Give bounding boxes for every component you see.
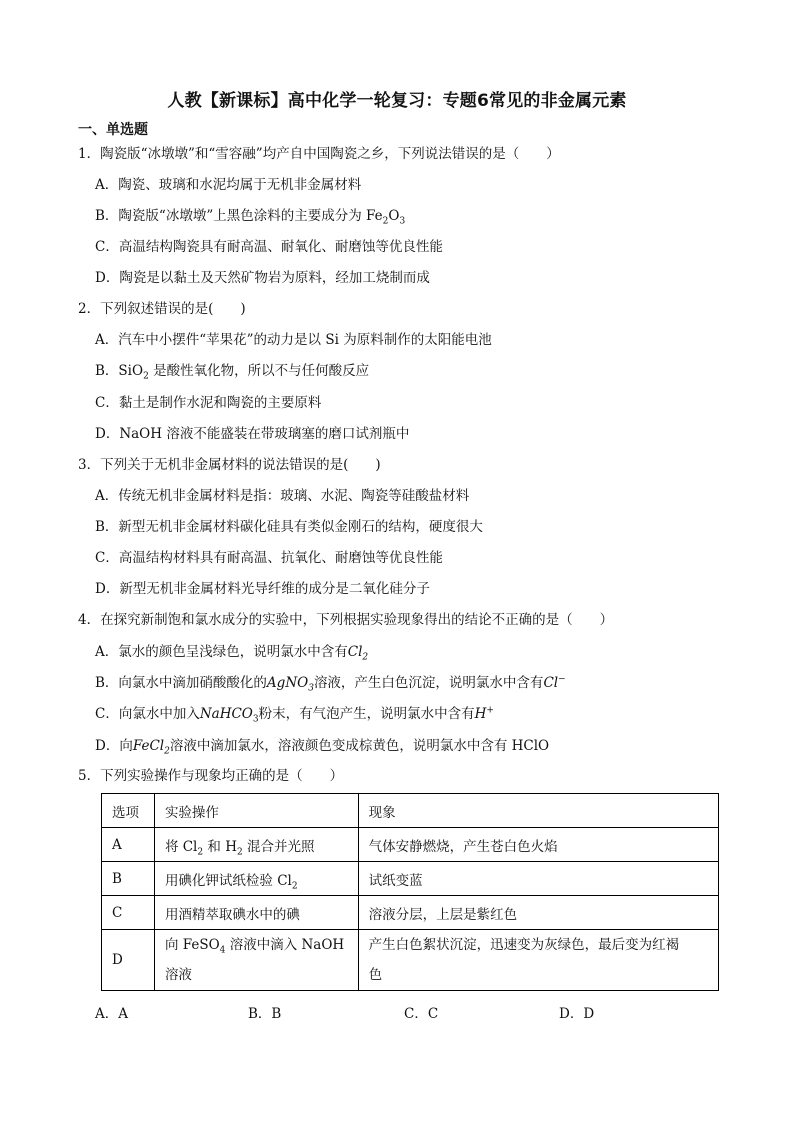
formula: NaHCO	[199, 706, 253, 722]
question-5-option-b[interactable]: B．B	[248, 1006, 282, 1022]
cell-text: 向 FeSO	[164, 937, 220, 953]
table-cell-result: 气体安静燃烧，产生苍白色火焰	[358, 828, 718, 862]
option-text: O	[388, 208, 400, 224]
table-cell-option: C	[102, 896, 155, 930]
table-cell-option: B	[102, 862, 155, 896]
table-row	[102, 930, 719, 991]
question-3-option-c[interactable]: C．高温结构材料具有耐高温、抗氧化、耐磨蚀等优良性能	[95, 550, 443, 566]
question-5-option-d[interactable]: D．D	[559, 1006, 595, 1022]
table-header-row	[102, 794, 719, 828]
cell-text: 用碘化钾试纸检验 Cl	[164, 872, 292, 889]
question-2-option-c[interactable]: C．黏土是制作水泥和陶瓷的主要原料	[95, 395, 322, 411]
question-1-stem: 1．陶瓷版“冰墩墩”和“雪容融”均产自中国陶瓷之乡，下列说法错误的是（ ）	[78, 146, 560, 162]
subscript: 2	[362, 652, 369, 663]
table-cell-option: A	[102, 828, 155, 862]
document-title: 人教【新课标】高中化学一轮复习：专题6常见的非金属元素	[167, 91, 627, 111]
cell-text: 溶液	[164, 967, 192, 983]
subscript: 3	[252, 714, 259, 725]
question-3-stem: 3．下列关于无机非金属材料的说法错误的是( )	[78, 457, 381, 473]
superscript: −	[558, 674, 566, 685]
question-4-option-d[interactable]	[95, 737, 549, 755]
cell-text: 色	[368, 967, 383, 983]
table-cell-result: 试纸变蓝	[358, 862, 718, 896]
subscript: 4	[219, 945, 226, 956]
table-header: 选项	[102, 794, 155, 828]
question-5-stem: 5．下列实验操作与现象均正确的是（ ）	[78, 768, 344, 784]
cell-text: 将 Cl	[164, 838, 198, 855]
table-cell-result: 溶液分层，上层是紫红色	[358, 896, 718, 930]
option-text: 是酸性氧化物，所以不与任何酸反应	[148, 363, 370, 379]
question-2-option-d[interactable]: D．NaOH 溶液不能盛装在带玻璃塞的磨口试剂瓶中	[95, 426, 410, 442]
table-cell-result	[358, 930, 718, 991]
question-4-option-c[interactable]	[95, 705, 494, 723]
question-4-option-b[interactable]	[95, 674, 566, 692]
formula: Cl	[347, 644, 363, 660]
question-1-option-a[interactable]: A．陶瓷、玻璃和水泥均属于无机非金属材料	[95, 177, 362, 193]
question-3-option-d[interactable]: D．新型无机非金属材料光导纤维的成分是二氧化硅分子	[95, 581, 430, 597]
subscript: 2	[197, 847, 204, 858]
table-row	[102, 828, 719, 862]
option-text: B．向氯水中滴加硝酸酸化的	[95, 675, 267, 691]
formula: H	[474, 706, 487, 722]
option-text: 溶液，产生白色沉淀，说明氯水中含有	[313, 675, 544, 691]
subscript: 2	[236, 847, 243, 858]
question-4-stem: 4．在探究新制饱和氯水成分的实验中，下列根据实验现象得出的结论不正确的是（ ）	[78, 612, 614, 628]
table-cell-operation	[154, 828, 358, 862]
superscript: +	[486, 705, 494, 716]
formula: AgNO	[266, 675, 309, 691]
question-2-option-a[interactable]: A．汽车中小摆件“苹果花”的动力是以 Si 为原料制作的太阳能电池	[95, 332, 492, 348]
subscript: 2	[143, 371, 149, 382]
question-5-option-c[interactable]: C．C	[404, 1006, 439, 1022]
table-row	[102, 862, 719, 896]
table-cell-operation	[154, 930, 358, 991]
option-text: B．陶瓷版“冰墩墩”上黑色涂料的主要成分为 Fe	[95, 208, 383, 224]
section-heading: 一、单选题	[78, 122, 148, 138]
subscript: 2	[291, 881, 298, 892]
table-cell-option: D	[102, 930, 155, 991]
table-cell-operation	[154, 862, 358, 896]
subscript: 3	[308, 683, 314, 694]
cell-text: 混合并光照	[242, 838, 315, 855]
cell-text: 和 H	[203, 838, 237, 855]
option-text: B．SiO	[95, 363, 144, 379]
question-4-option-a[interactable]	[95, 643, 368, 661]
experiment-table	[101, 793, 719, 991]
option-text: C．向氯水中加入	[95, 706, 200, 722]
option-text: 溶液中滴加氯水，溶液颜色变成棕黄色，说明氯水中含有 HClO	[169, 738, 550, 754]
cell-text: 产生白色絮状沉淀，迅速变为灰绿色，最后变为红褐	[368, 937, 680, 953]
subscript: 2	[164, 746, 170, 757]
formula: Cl	[543, 675, 559, 691]
question-2-option-b[interactable]	[95, 362, 369, 380]
question-1-option-c[interactable]: C．高温结构陶瓷具有耐高温、耐氧化、耐磨蚀等优良性能	[95, 239, 443, 255]
subscript: 3	[399, 216, 406, 227]
question-3-option-b[interactable]: B．新型无机非金属材料碳化硅具有类似金刚石的结构，硬度很大	[95, 519, 483, 535]
option-text: D．向	[95, 738, 133, 754]
subscript: 2	[382, 216, 389, 227]
option-text: A．氯水的颜色呈浅绿色，说明氯水中含有	[95, 644, 348, 660]
question-5-option-a[interactable]: A．A	[95, 1006, 128, 1022]
cell-text: 溶液中滴入 NaOH	[225, 937, 345, 953]
table-cell-operation: 用酒精萃取碘水中的碘	[154, 896, 358, 930]
question-1-option-b[interactable]	[95, 207, 405, 225]
question-1-option-d[interactable]: D．陶瓷是以黏土及天然矿物岩为原料，经加工烧制而成	[95, 270, 430, 286]
table-header: 现象	[358, 794, 718, 828]
table-header: 实验操作	[154, 794, 358, 828]
question-2-stem: 2．下列叙述错误的是( )	[78, 301, 246, 317]
table-row	[102, 896, 719, 930]
question-3-option-a[interactable]: A．传统无机非金属材料是指：玻璃、水泥、陶瓷等硅酸盐材料	[95, 488, 470, 504]
formula: FeCl	[132, 738, 165, 754]
option-text: 粉末，有气泡产生，说明氯水中含有	[258, 706, 475, 722]
